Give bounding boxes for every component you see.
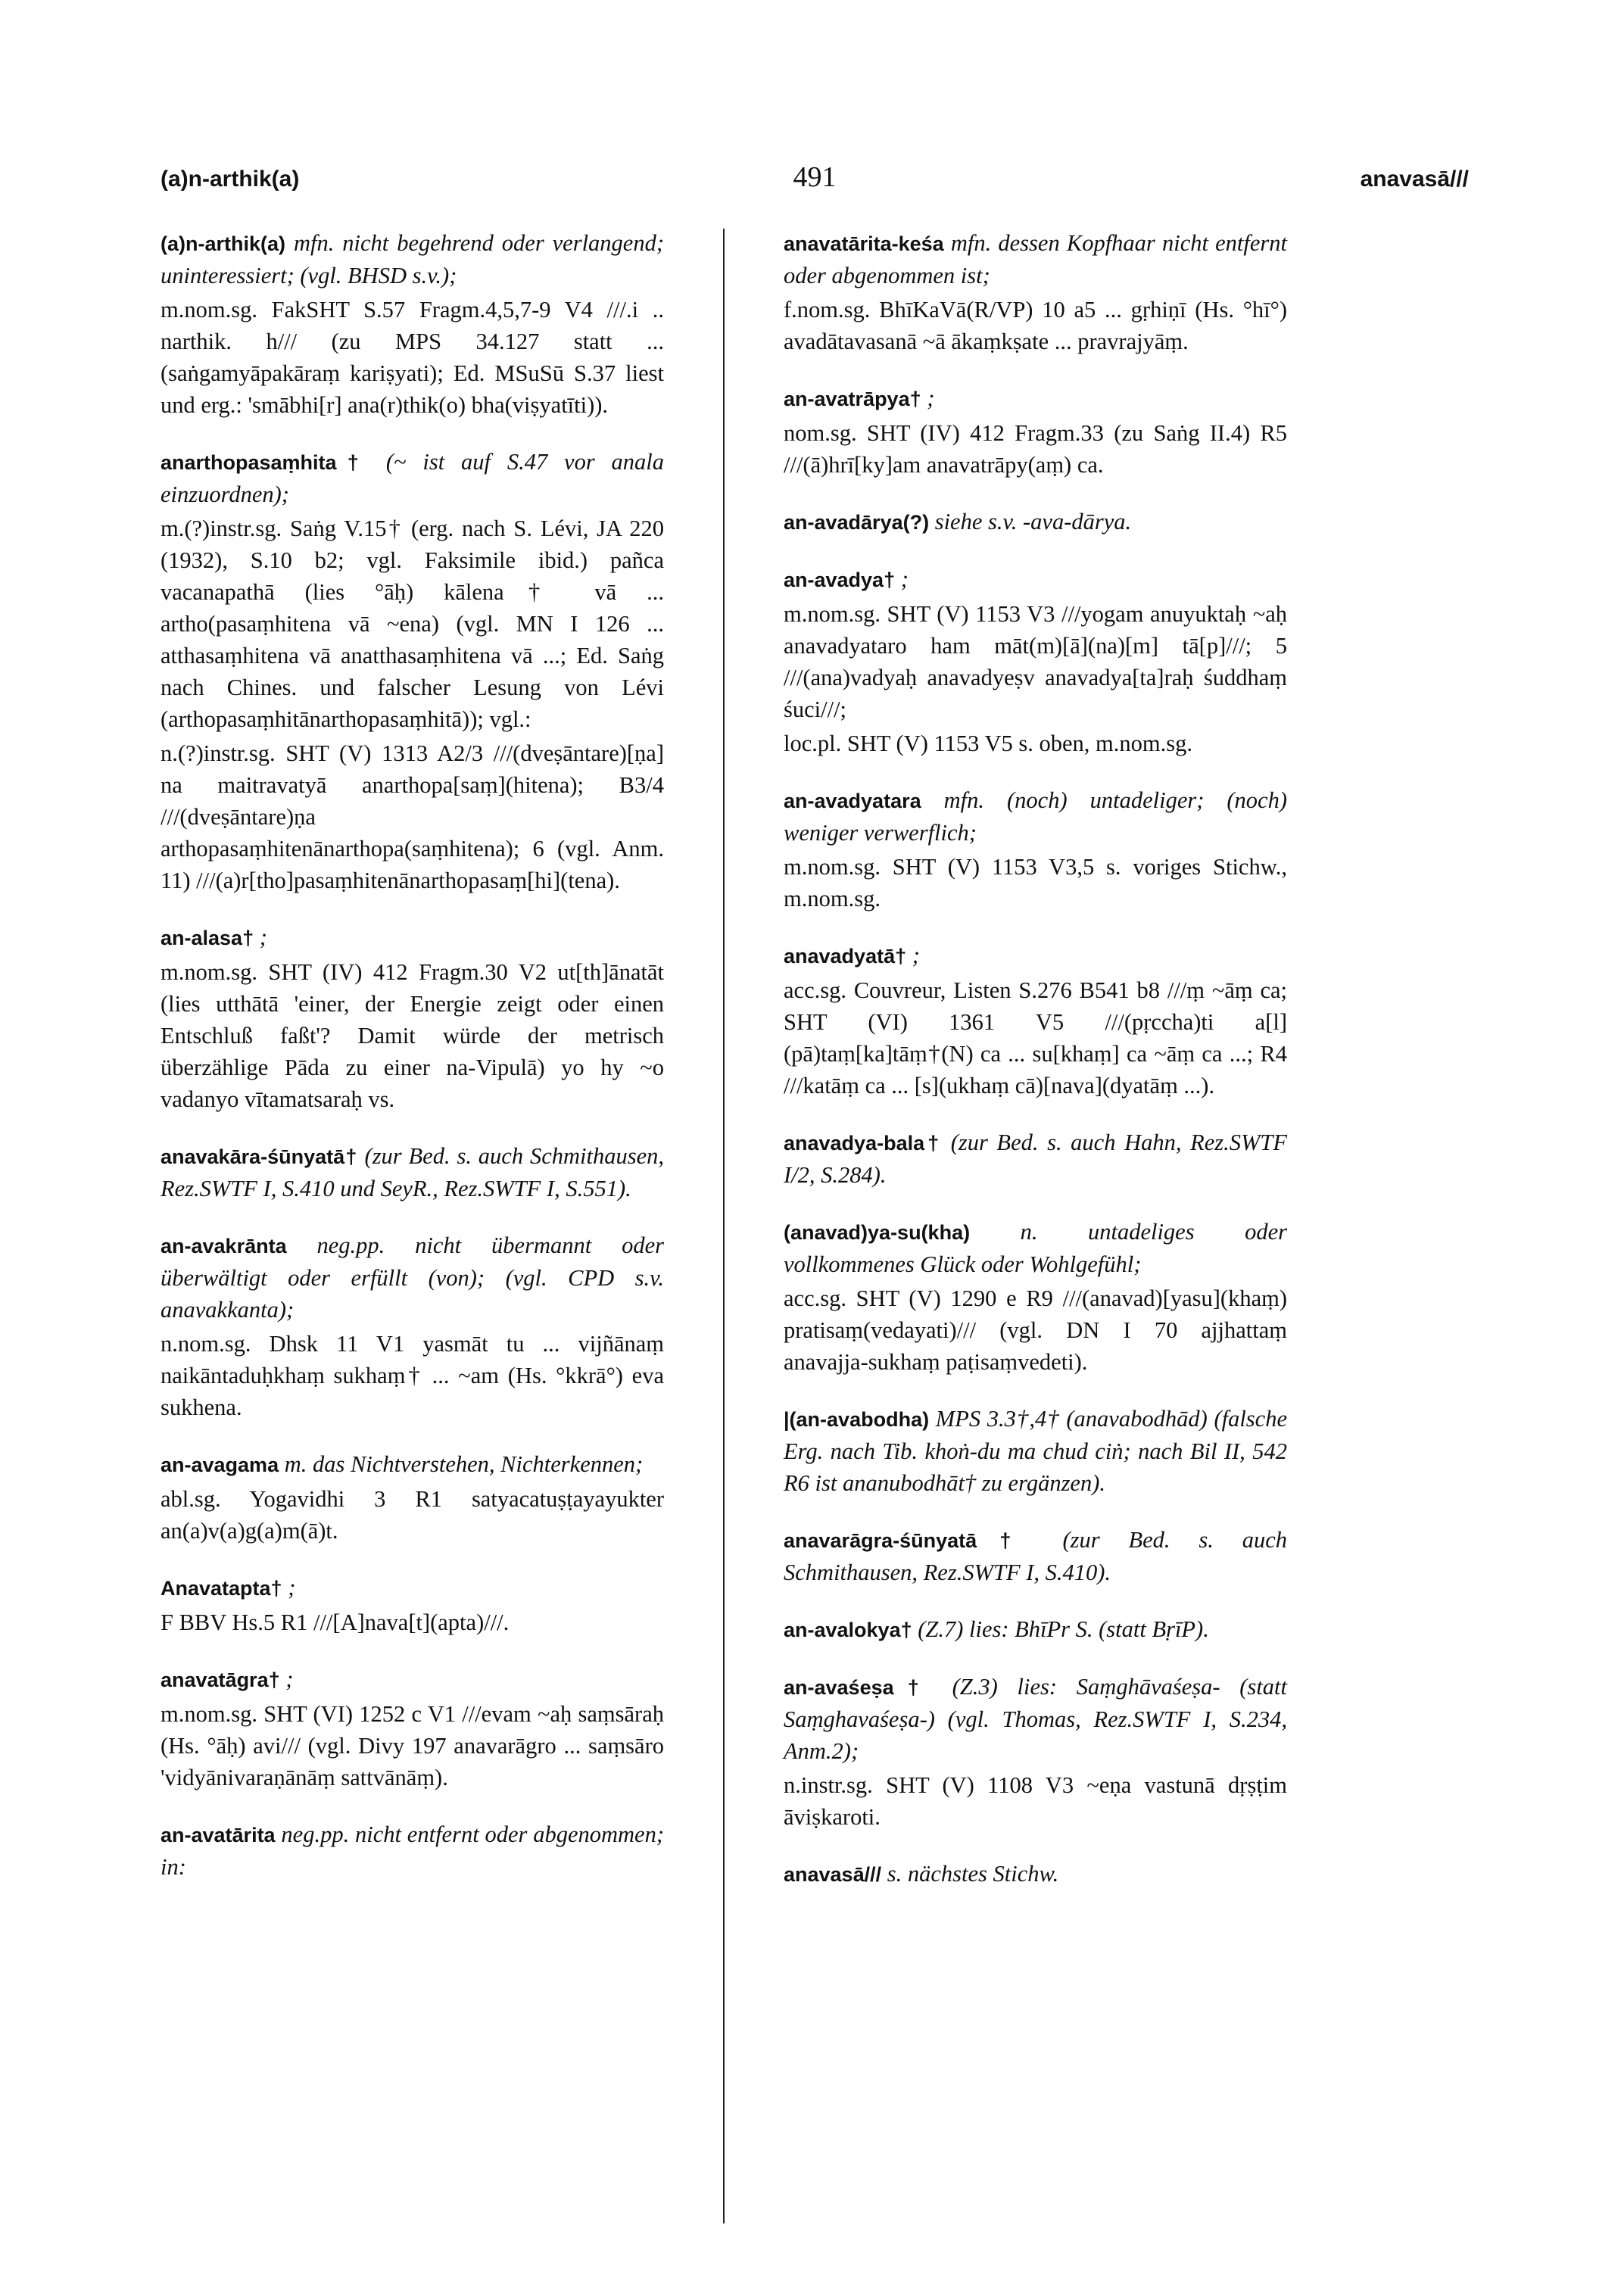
- entry-headword: an-avatārita: [161, 1824, 276, 1846]
- dictionary-entry: [161, 227, 664, 421]
- entry-headword: an-avadya†: [784, 569, 896, 591]
- entry-citation: abl.sg. Yogavidhi 3 R1 satyacatuṣṭayayukter an(a)v(a)g(a)m(ā)t.: [161, 1486, 664, 1544]
- column-divider: [723, 229, 725, 2223]
- entry-definition: m. das Nichtverstehen, Nichterkennen;: [284, 1451, 644, 1477]
- dictionary-entry: [161, 1229, 664, 1423]
- entry-definition: neg.pp. nicht übermannt oder überwältigt oder erfüllt (von); (vgl. CPD s.v. anavakkanta);: [161, 1232, 664, 1323]
- entry-citation: n.(?)instr.sg. SHT (V) 1313 A2/3 ///(dveṣāntare)[ṇa] na maitravatyā anarthopa[saṃ](hitena); B3/4 ///(dveṣāntare)ṇa arthopasaṃhitenānarthopa(saṃhitena); 6 (vgl. Anm. 11) ///(a)r[tho]pasaṃhitenānarthopasaṃ[hi](tena).: [161, 740, 664, 893]
- dictionary-entry: [784, 227, 1287, 357]
- entry-headword: anavakāra-śūnyatā†: [161, 1145, 358, 1168]
- entry-definition: (zur Bed. s. auch Hahn, Rez.SWTF I/2, S.284).: [784, 1130, 1287, 1188]
- entry-headword: anavatārita-keśa: [784, 232, 944, 255]
- entry-definition: ;: [927, 385, 935, 411]
- entry-definition: ;: [288, 1575, 296, 1600]
- entry-definition: ;: [900, 566, 909, 592]
- dictionary-entry: [784, 1126, 1287, 1191]
- entry-citation: m.nom.sg. SHT (V) 1153 V3 ///yogam anuyuktaḥ ~aḥ anavadyataro ham māt(m)[ā](na)[m] tā[p]///; 5 ///(ana)vadyaḥ anavadyeṣv anavadya[ta]raḥ śuddhaṃ śuci///;: [784, 601, 1287, 722]
- dictionary-entry: [784, 1403, 1287, 1499]
- dictionary-entry: [784, 1216, 1287, 1378]
- entry-definition: neg.pp. nicht entfernt oder abgenommen; in:: [161, 1821, 664, 1880]
- dictionary-entry: [161, 1663, 664, 1793]
- entry-citation: F BBV Hs.5 R1 ///[A]nava[t](apta)///.: [161, 1609, 510, 1635]
- entry-citation: f.nom.sg. BhīKaVā(R/VP) 10 a5 ... gṛhiṇī (Hs. °hī°) avadātavasanā ~ā ākaṃkṣate ... pravrajyāṃ.: [784, 297, 1287, 354]
- entry-definition: ;: [259, 924, 267, 950]
- entry-headword: anarthopasaṃhita†: [161, 451, 370, 474]
- entry-citation: m.nom.sg. SHT (V) 1153 V3,5 s. voriges Stichw., m.nom.sg.: [784, 854, 1287, 911]
- entry-citation: acc.sg. SHT (V) 1290 e R9 ///(anavad)[yasu](khaṃ) pratisaṃ(vedayati)/// (vgl. DN I 70 ajjhattaṃ anavajja-sukhaṃ paṭisaṃvedeti).: [784, 1285, 1287, 1375]
- dictionary-entry: [784, 382, 1287, 481]
- entry-headword: anavasā///: [784, 1863, 882, 1886]
- entry-definition: s. nächstes Stichw.: [887, 1861, 1059, 1887]
- dictionary-entry: [784, 1858, 1287, 1890]
- dictionary-entry: [161, 1572, 664, 1638]
- entry-headword: anavarāgra-śūnyatā†: [784, 1529, 1034, 1552]
- entry-headword: anavadyatā†: [784, 945, 907, 968]
- entry-headword: an-avatrāpya†: [784, 388, 921, 410]
- dictionary-entry: [784, 563, 1287, 759]
- dictionary-entry: [161, 921, 664, 1115]
- entry-definition: n. untadeliges oder vollkommenes Glück oder Wohlgefühl;: [784, 1219, 1288, 1277]
- entry-headword: |(an-avabodha): [784, 1408, 930, 1431]
- entry-headword: an-alasa†: [161, 927, 254, 949]
- dictionary-entry: [784, 940, 1287, 1102]
- dictionary-entry: [784, 1613, 1287, 1646]
- entry-definition: siehe s.v. -ava-dārya.: [934, 509, 1132, 534]
- entry-definition: (zur Bed. s. auch Schmithausen, Rez.SWTF I, S.410 und SeyR., Rez.SWTF I, S.551).: [161, 1143, 665, 1201]
- entry-headword: an-avalokya†: [784, 1619, 912, 1641]
- entry-citation: acc.sg. Couvreur, Listen S.276 B541 b8 ///ṃ ~āṃ ca; SHT (VI) 1361 V5 ///(pṛccha)ti a[l](pā)taṃ[ka]tāṃ†(N) ca ... su[khaṃ] ca ~āṃ ca ...; R4 ///katāṃ ca ... [s](ukhaṃ cā)[nava](dyatāṃ ...).: [784, 977, 1287, 1098]
- entry-definition: mfn. dessen Kopfhaar nicht entfernt oder abgenommen ist;: [784, 230, 1288, 288]
- dictionary-entry: [784, 1524, 1287, 1588]
- entry-definition: (Z.7) lies: BhīPr S. (statt BṛīP).: [918, 1616, 1209, 1642]
- entry-headword: (a)n-arthik(a): [161, 232, 286, 255]
- dictionary-entry: [161, 446, 664, 896]
- entry-definition: (~ ist auf S.47 vor anala einzuordnen);: [161, 449, 665, 507]
- entry-citation: m.(?)instr.sg. Saṅg V.15† (erg. nach S. Lévi, JA 220 (1932), S.10 b2; vgl. Faksimile ibid.) pañca vacanapathā (lies °āḥ) kālena† vā ... artho(pasaṃhitena vā ~ena) (vgl. MN I 126 ... atthasaṃhitena vā anatthasaṃhitena vā ...; Ed. Saṅg nach Chines. und falscher Lesung von Lévi (arthopasaṃhitānarthopasaṃhitā)); vgl.:: [161, 516, 664, 732]
- dictionary-entry: [161, 1818, 664, 1883]
- entry-citation: n.nom.sg. Dhsk 11 V1 yasmāt tu ... vijñānaṃ naikāntaduḥkhaṃ sukhaṃ† ... ~am (Hs. °kkrā°) eva sukhena.: [161, 1331, 664, 1420]
- page-number: 491: [793, 161, 837, 193]
- dictionary-entry: [784, 784, 1287, 915]
- entry-headword: an-avadyatara: [784, 790, 921, 812]
- entry-citation: loc.pl. SHT (V) 1153 V5 s. oben, m.nom.sg.: [784, 731, 1192, 756]
- left-column: [161, 227, 664, 1908]
- entry-citation: nom.sg. SHT (IV) 412 Fragm.33 (zu Saṅg II.4) R5 ///(ā)hrī[ky]am anavatrāpy(aṃ) ca.: [784, 420, 1287, 478]
- dictionary-entry: [784, 1671, 1287, 1833]
- right-column: [784, 227, 1287, 1915]
- page-header: [161, 160, 1469, 206]
- entry-definition: mfn. (noch) untadeliger; (noch) weniger verwerflich;: [784, 787, 1287, 846]
- entry-definition: (zur Bed. s. auch Schmithausen, Rez.SWTF I, S.410).: [784, 1527, 1287, 1585]
- entry-definition: MPS 3.3†,4† (anavabodhād) (falsche Erg. nach Tib. khoṅ-du ma chud ciṅ; nach Bil II, 542 R6 ist ananubodhāt† zu ergänzen).: [784, 1406, 1288, 1496]
- entry-definition: ;: [285, 1666, 294, 1692]
- entry-headword: an-avagama: [161, 1454, 279, 1476]
- entry-headword: an-avadārya(?): [784, 511, 930, 534]
- running-head-left: (a)n-arthik(a): [161, 167, 300, 192]
- entry-citation: n.instr.sg. SHT (V) 1108 V3 ~eṇa vastunā dṛṣṭim āviṣkaroti.: [784, 1772, 1287, 1830]
- entry-headword: anavadya-bala†: [784, 1132, 943, 1155]
- dictionary-entry: [161, 1140, 664, 1204]
- entry-headword: anavatāgra†: [161, 1669, 280, 1691]
- entry-citation: m.nom.sg. SHT (IV) 412 Fragm.30 V2 ut[th]ānatāt (lies utthātā 'einer, der Energie zeigt oder einen Entschluß faßt'? Damit würde der metrisch überzählige Pāda zu einer na-Vipulā) yo hy ~o vadanyo vītamatsaraḥ vs.: [161, 959, 664, 1112]
- entry-definition: ;: [912, 943, 920, 968]
- entry-headword: (anavad)ya-su(kha): [784, 1221, 971, 1244]
- entry-citation: m.nom.sg. SHT (VI) 1252 c V1 ///evam ~aḥ saṃsāraḥ (Hs. °āḥ) avi/// (vgl. Divy 197 anavarāgro ... saṃsāro 'vidyānivaraṇānāṃ sattvānāṃ).: [161, 1701, 664, 1790]
- entry-headword: Anavatapta†: [161, 1577, 282, 1600]
- entry-headword: an-avaśeṣa†: [784, 1676, 933, 1699]
- running-head-right: anavasā///: [1360, 167, 1469, 192]
- dictionary-entry: [784, 506, 1287, 538]
- entry-definition: (Z.3) lies: Saṃghāvaśeṣa- (statt Saṃghavaśeṣa-) (vgl. Thomas, Rez.SWTF I, S.234, Anm.2);: [784, 1674, 1287, 1764]
- entry-citation: m.nom.sg. FakSHT S.57 Fragm.4,5,7-9 V4 ///.i .. narthik. h/// (zu MPS 34.127 statt ... (saṅgamyāpakāraṃ kariṣyati); Ed. MSuSū S.37 liest und erg.: 'smābhi[r] ana(r)thik(o) bha(viṣyatīti)).: [161, 297, 664, 418]
- entry-definition: mfn. nicht begehrend oder verlangend; uninteressiert; (vgl. BHSD s.v.);: [161, 230, 664, 288]
- entry-headword: an-avakrānta: [161, 1235, 287, 1257]
- dictionary-entry: [161, 1448, 664, 1547]
